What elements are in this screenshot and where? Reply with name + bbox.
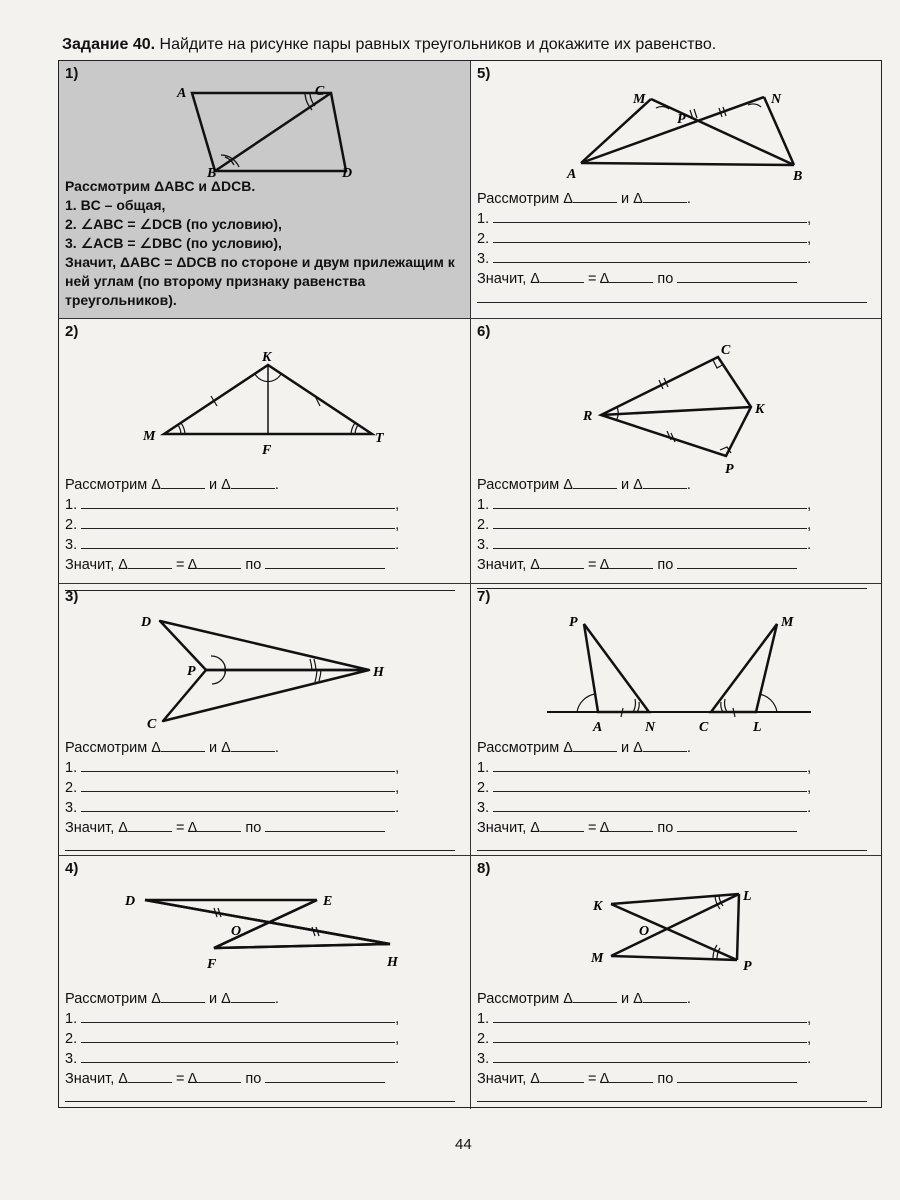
problem-number: 5): [477, 65, 491, 82]
answer-template: Рассмотрим Δ и Δ . 1. , 2. , 3. . Значит, Δ = Δ по: [65, 477, 400, 573]
label-O: O: [231, 924, 242, 939]
figure-5: [471, 61, 881, 191]
blank-step-3[interactable]: [493, 798, 807, 812]
label-P: P: [677, 112, 686, 127]
cell-8: [471, 856, 881, 1109]
cell-6: [471, 319, 881, 584]
answer-template: Рассмотрим Δ и Δ . 1. , 2. , 3. . Значит, Δ = Δ по: [65, 740, 400, 836]
problem-number: 6): [477, 323, 491, 340]
figure-7: [471, 584, 881, 735]
blank-triangle-1[interactable]: [161, 989, 205, 1003]
task-title: [62, 36, 716, 54]
blank-step-2[interactable]: [493, 229, 807, 243]
blank-result-1[interactable]: [128, 555, 172, 569]
blank-result-1[interactable]: [540, 818, 584, 832]
blank-result-2[interactable]: [609, 1069, 653, 1083]
blank-reason[interactable]: [677, 269, 797, 283]
blank-step-2[interactable]: [81, 515, 395, 529]
label-F: F: [262, 443, 272, 458]
blank-triangle-2[interactable]: [643, 738, 687, 752]
label-H: H: [387, 955, 398, 970]
blank-result-2[interactable]: [197, 818, 241, 832]
blank-triangle-1[interactable]: [573, 189, 617, 203]
label-R: R: [583, 409, 593, 424]
label-L: L: [753, 720, 762, 735]
label-D: D: [125, 894, 136, 909]
blank-triangle-1[interactable]: [161, 475, 205, 489]
label-D: D: [141, 615, 152, 630]
label-P: P: [743, 959, 752, 974]
example-line-2: 1. BC – общая,: [65, 197, 166, 213]
blank-triangle-2[interactable]: [231, 475, 275, 489]
label-K: K: [262, 350, 272, 365]
blank-reason-cont[interactable]: [65, 849, 455, 851]
figure-3: [59, 584, 471, 732]
label-P: P: [187, 664, 196, 679]
label-P: P: [725, 462, 734, 477]
label-B: B: [793, 169, 803, 184]
blank-step-2[interactable]: [493, 515, 807, 529]
blank-step-3[interactable]: [493, 249, 807, 263]
label-C: C: [147, 717, 157, 732]
example-line-5: Значит, ΔABC = ΔDCB по стороне и двум прилежащим к ней углам (по второму признаку равенства треугольников).: [65, 254, 455, 308]
blank-reason[interactable]: [677, 1069, 797, 1083]
label-M: M: [781, 615, 794, 630]
blank-reason-cont[interactable]: [477, 849, 867, 851]
blank-result-2[interactable]: [609, 269, 653, 283]
answer-template: Рассмотрим Δ и Δ . 1. , 2. , 3. . Значит, Δ = Δ по: [477, 477, 812, 573]
label-K: K: [755, 402, 765, 417]
cell-1: [59, 61, 471, 319]
label-M: M: [633, 92, 646, 107]
blank-step-3[interactable]: [81, 1049, 395, 1063]
blank-step-1[interactable]: [493, 209, 807, 223]
blank-step-3[interactable]: [493, 1049, 807, 1063]
blank-step-3[interactable]: [493, 535, 807, 549]
page-number: 44: [455, 1136, 472, 1153]
problem-number: 2): [65, 323, 79, 340]
blank-result-2[interactable]: [197, 1069, 241, 1083]
blank-triangle-2[interactable]: [643, 989, 687, 1003]
label-B: B: [207, 166, 217, 181]
task-grid: [58, 60, 882, 1108]
blank-step-2[interactable]: [493, 1029, 807, 1043]
label-E: E: [323, 894, 333, 909]
blank-triangle-1[interactable]: [573, 475, 617, 489]
problem-number: 3): [65, 588, 79, 605]
blank-result-1[interactable]: [540, 1069, 584, 1083]
problem-number: 8): [477, 860, 491, 877]
blank-result-2[interactable]: [197, 555, 241, 569]
blank-triangle-1[interactable]: [161, 738, 205, 752]
label-L: L: [743, 889, 752, 904]
blank-reason[interactable]: [265, 555, 385, 569]
blank-result-2[interactable]: [609, 555, 653, 569]
figure-1: [59, 61, 471, 181]
blank-reason-cont[interactable]: [477, 301, 867, 303]
blank-step-3[interactable]: [81, 535, 395, 549]
label-O: O: [639, 924, 650, 939]
blank-reason[interactable]: [265, 1069, 385, 1083]
label-K: K: [593, 899, 603, 914]
label-T: T: [375, 431, 384, 446]
blank-triangle-2[interactable]: [643, 189, 687, 203]
label-N: N: [645, 720, 656, 735]
blank-reason[interactable]: [677, 555, 797, 569]
figure-6: [471, 319, 881, 477]
blank-reason[interactable]: [677, 818, 797, 832]
answer-template: Рассмотрим Δ и Δ . 1. , 2. , 3. . Значит, Δ = Δ по: [477, 191, 812, 287]
task-text: Найдите на рисунке пары равных треугольников и докажите их равенство.: [159, 36, 717, 53]
blank-step-1[interactable]: [81, 758, 395, 772]
cell-4: [59, 856, 471, 1109]
label-C: C: [721, 343, 731, 358]
blank-step-3[interactable]: [81, 798, 395, 812]
cell-7: [471, 584, 881, 856]
label-M: M: [591, 951, 604, 966]
label-N: N: [771, 92, 782, 107]
label-C: C: [315, 84, 325, 99]
blank-step-1[interactable]: [81, 495, 395, 509]
blank-step-1[interactable]: [493, 495, 807, 509]
blank-result-1[interactable]: [540, 555, 584, 569]
example-solution: [65, 177, 470, 310]
problem-number: 1): [65, 65, 79, 82]
answer-template: Рассмотрим Δ и Δ . 1. , 2. , 3. . Значит, Δ = Δ по: [65, 991, 400, 1087]
label-F: F: [207, 957, 217, 972]
problem-number: 4): [65, 860, 79, 877]
cell-5: [471, 61, 881, 319]
label-P: P: [569, 615, 578, 630]
blank-reason[interactable]: [265, 818, 385, 832]
blank-result-1[interactable]: [128, 818, 172, 832]
label-A: A: [567, 167, 577, 182]
cell-3: [59, 584, 471, 856]
label-D: D: [342, 166, 353, 181]
label-A: A: [593, 720, 603, 735]
cell-2: [59, 319, 471, 584]
label-C: C: [699, 720, 709, 735]
blank-triangle-2[interactable]: [231, 738, 275, 752]
blank-reason-cont[interactable]: [477, 1100, 867, 1102]
label-H: H: [373, 665, 384, 680]
blank-step-1[interactable]: [81, 1009, 395, 1023]
blank-step-2[interactable]: [493, 778, 807, 792]
figure-4: [59, 856, 471, 986]
blank-triangle-1[interactable]: [573, 989, 617, 1003]
example-line-4: 3. ∠ACB = ∠DBC (по условию),: [65, 235, 282, 251]
blank-result-1[interactable]: [540, 269, 584, 283]
blank-result-1[interactable]: [128, 1069, 172, 1083]
figure-2: [59, 319, 471, 458]
task-number: Задание 40.: [62, 36, 156, 53]
blank-step-1[interactable]: [493, 1009, 807, 1023]
blank-step-1[interactable]: [493, 758, 807, 772]
answer-template: Рассмотрим Δ и Δ . 1. , 2. , 3. . Значит, Δ = Δ по: [477, 991, 812, 1087]
blank-triangle-2[interactable]: [231, 989, 275, 1003]
blank-step-2[interactable]: [81, 1029, 395, 1043]
answer-template: Рассмотрим Δ и Δ . 1. , 2. , 3. . Значит, Δ = Δ по: [477, 740, 812, 836]
blank-reason-cont[interactable]: [65, 1100, 455, 1102]
blank-triangle-1[interactable]: [573, 738, 617, 752]
example-line-1: Рассмотрим ΔABC и ΔDCB.: [65, 178, 256, 194]
figure-8: [471, 856, 881, 986]
example-line-3: 2. ∠ABC = ∠DCB (по условию),: [65, 216, 282, 232]
blank-triangle-2[interactable]: [643, 475, 687, 489]
problem-number: 7): [477, 588, 491, 605]
label-A: A: [177, 86, 187, 101]
label-M: M: [143, 429, 156, 444]
blank-result-2[interactable]: [609, 818, 653, 832]
blank-step-2[interactable]: [81, 778, 395, 792]
